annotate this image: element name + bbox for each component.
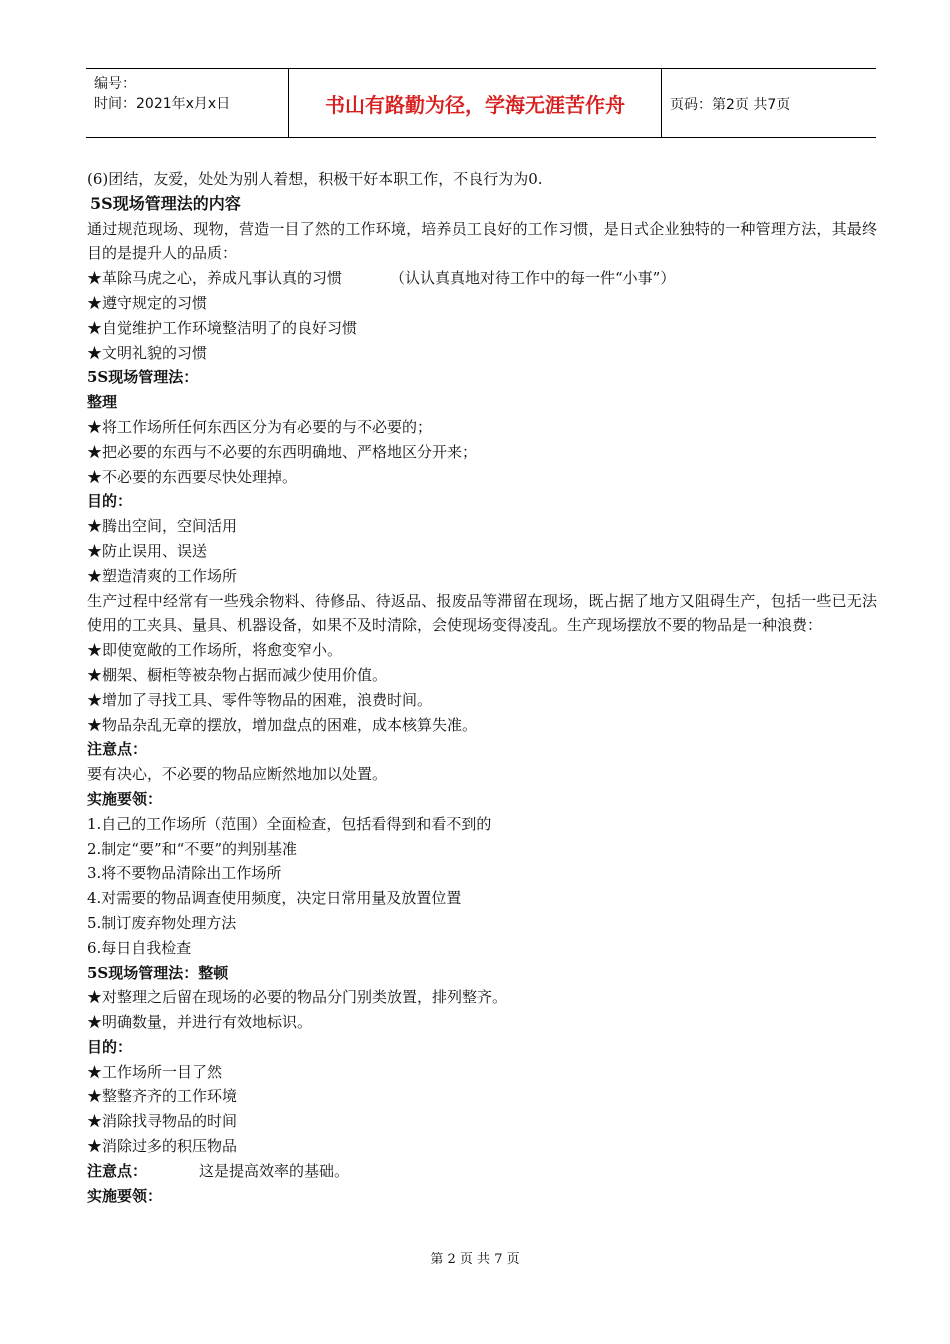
bullet-item: [87, 266, 877, 291]
list-item: 5.制订废弃物处理方法: [87, 913, 237, 932]
number-label: 编号：: [94, 76, 136, 92]
bullet-item: ★物品杂乱无章的摆放，增加盘点的困难，成本核算失准。: [87, 715, 478, 734]
bullet-item: ★自觉维护工作环境整洁明了的良好习惯: [87, 318, 358, 337]
paragraph: 要有决心，不必要的物品应断然地加以处置。: [87, 765, 388, 784]
bullet-item: ★即使宽敞的工作场所，将愈变窄小。: [87, 641, 343, 660]
bullet-item: ★消除找寻物品的时间: [87, 1112, 238, 1131]
time-label: 时间：2021年x月x日: [94, 96, 231, 112]
bullet-item: ★腾出空间，空间活用: [87, 517, 238, 536]
document-body: [87, 167, 877, 1208]
header-motto-cell: [288, 69, 662, 137]
page-footer: 第 2 页 共 7 页: [430, 1252, 520, 1267]
bullet-item: ★明确数量，并进行有效地标识。: [87, 1013, 313, 1032]
note-label: 注意点：: [87, 1161, 148, 1180]
subheading: 实施要领：: [87, 789, 163, 808]
list-item: 1.自己的工作场所（范围）全面检查，包括看得到和看不到的: [87, 814, 492, 833]
paragraph: 通过规范现场、现物，营造一目了然的工作环境，培养员工良好的工作习惯，是日式企业独特的一种管理方法，其最终目的是提升人的品质：: [87, 219, 877, 263]
page-label: 页码：第2页 共7页: [670, 97, 791, 113]
header-info-cell: [86, 69, 288, 137]
subheading: 注意点：: [87, 740, 148, 759]
bullet-item: ★把必要的东西与不必要的东西明确地、严格地区分开来；: [87, 442, 478, 461]
note-line: [87, 1159, 877, 1184]
bullet-item: ★不必要的东西要尽快处理掉。: [87, 467, 298, 486]
subheading: 目的：: [87, 492, 133, 511]
paragraph: (6)团结，友爱，处处为别人着想，积极干好本职工作，不良行为为0.: [87, 170, 543, 188]
bullet-item: ★塑造清爽的工作场所: [87, 566, 238, 585]
subheading: 5S现场管理法：: [87, 368, 199, 387]
bullet-item: ★消除过多的积压物品: [87, 1137, 238, 1156]
list-item: 4.对需要的物品调查使用频度，决定日常用量及放置位置: [87, 889, 462, 908]
bullet-text: ★革除马虎之心，养成凡事认真的习惯: [87, 269, 343, 288]
subheading: 整理: [87, 393, 118, 412]
bullet-item: ★遵守规定的习惯: [87, 293, 208, 312]
list-item: 3.将不要物品清除出工作场所: [87, 864, 282, 883]
bullet-item: ★文明礼貌的习惯: [87, 343, 208, 362]
bullet-item: ★将工作场所任何东西区分为有必要的与不必要的；: [87, 417, 433, 436]
bullet-item: ★防止误用、误送: [87, 541, 208, 560]
note-text: 这是提高效率的基础。: [199, 1161, 350, 1180]
list-item: 2.制定“要”和“不要”的判别基准: [87, 839, 297, 858]
bullet-item: ★棚架、橱柜等被杂物占据而减少使用价值。: [87, 665, 388, 684]
bullet-note: （认认真真地对待工作中的每一件“小事”）: [390, 269, 676, 288]
bullet-item: ★整整齐齐的工作环境: [87, 1087, 238, 1106]
list-item: 6.每日自我检查: [87, 938, 192, 957]
bullet-item: ★增加了寻找工具、零件等物品的困难，浪费时间。: [87, 690, 433, 709]
motto: 书山有路勤为径，学海无涯苦作舟: [325, 93, 625, 117]
header-page-cell: [661, 69, 876, 137]
bullet-item: ★工作场所一目了然: [87, 1062, 223, 1081]
subheading: 5S现场管理法：整顿: [87, 963, 229, 982]
section-heading: 5S现场管理法的内容: [90, 193, 241, 213]
subheading: 目的：: [87, 1037, 133, 1056]
bullet-item: ★对整理之后留在现场的必要的物品分门别类放置，排列整齐。: [87, 988, 508, 1007]
page-header: [86, 68, 876, 138]
paragraph: 生产过程中经常有一些残余物料、待修品、待返品、报废品等滞留在现场，既占据了地方又阻碍生产，包括一些已无法使用的工夹具、量具、机器设备，如果不及时清除，会使现场变得凌乱。生产现场摆放不要的物品是一种浪费：: [87, 591, 877, 635]
subheading: 实施要领：: [87, 1186, 163, 1205]
